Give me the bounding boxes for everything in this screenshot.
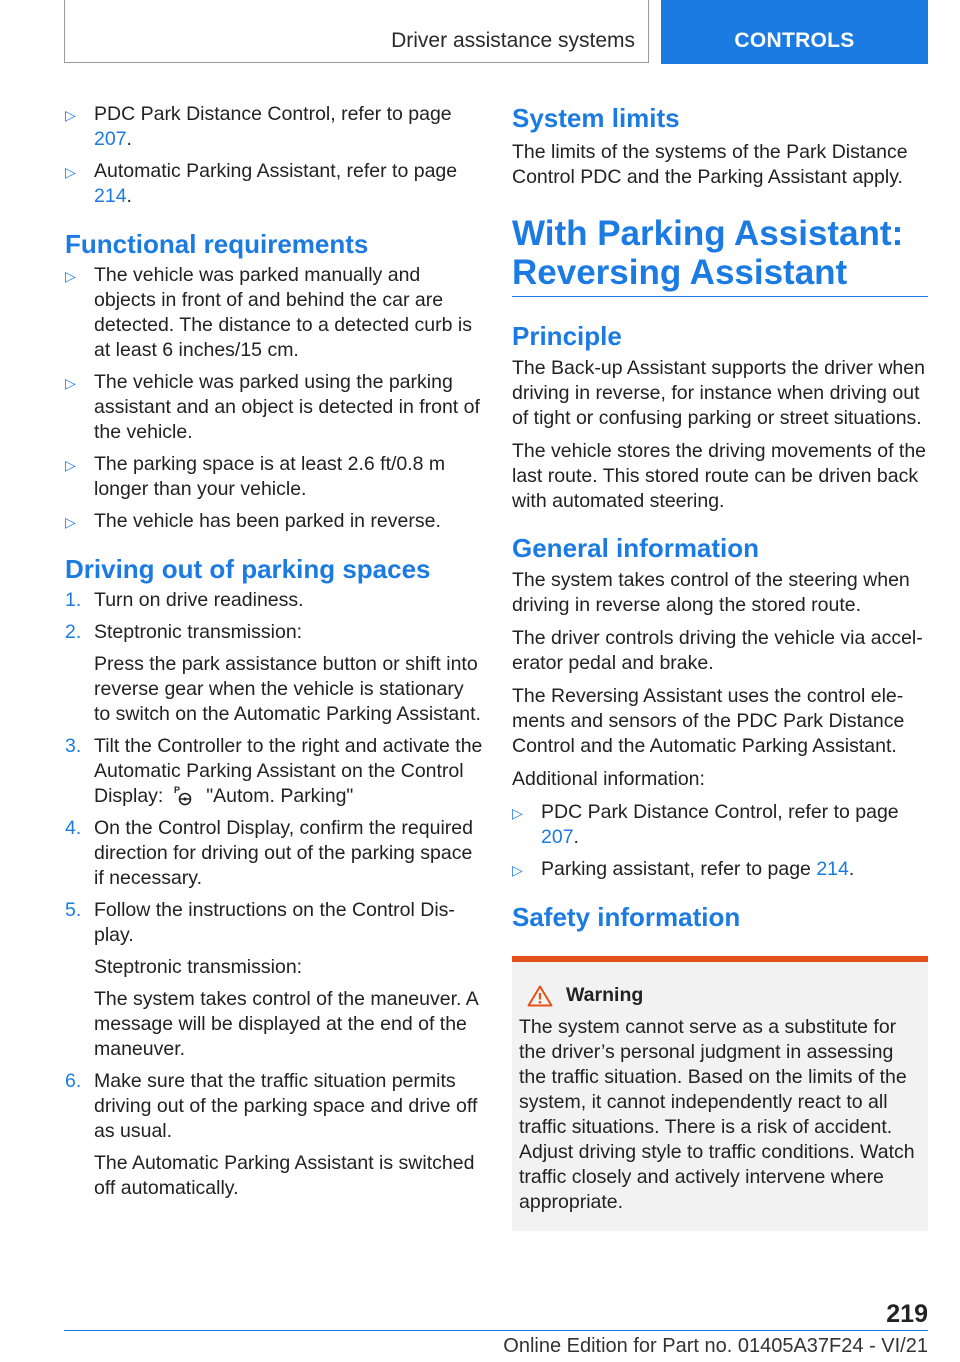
driving-out-steps (65, 588, 483, 1201)
step-item: 2. Steptronic transmission: Press the park assistance button or shift into reverse gear when the vehicle is stationary to switch on the Automatic Parking Assistant. (65, 621, 481, 725)
step-number: 3. (65, 735, 82, 757)
triangle-bullet-icon: ▷ (512, 862, 523, 878)
step-number: 4. (65, 817, 82, 839)
general-paragraph: Additional information: (512, 768, 705, 790)
list-item: ▷ PDC Park Distance Control, refer to page 207. (512, 801, 899, 848)
reversing-assistant-heading: With Parking Assistant: Reversing Assistant (512, 214, 928, 297)
step-number: 1. (65, 589, 82, 611)
triangle-bullet-icon: ▷ (65, 164, 76, 180)
general-information-heading: General information (512, 533, 760, 563)
intro-bullet-list (65, 102, 483, 209)
principle-paragraph: The Back-up Assistant supports the driver when driving in reverse, for instance when driving out of tight or confusing parking or street situations. (512, 357, 925, 429)
warning-box (512, 956, 928, 1231)
safety-information-heading: Safety information (512, 902, 741, 932)
list-item: ▷ Automatic Parking Assistant, refer to page 214. (65, 160, 458, 207)
system-limits-heading: System limits (512, 103, 680, 133)
step-number: 6. (65, 1070, 82, 1092)
warning-label: Warning (566, 984, 644, 1006)
step-item: 1. Turn on drive readiness. (65, 589, 304, 611)
step-number: 2. (65, 621, 82, 643)
triangle-bullet-icon: ▷ (65, 514, 76, 530)
step-number: 5. (65, 899, 82, 921)
edition-footer: Online Edition for Part no. 01405A37F24 - VI/21 (503, 1335, 928, 1357)
principle-paragraph: The vehicle stores the driving movements of the last route. This stored route can be driven back with automated steering. (512, 440, 927, 512)
chapter-tab[interactable]: CONTROLS (661, 0, 928, 64)
system-limits-text: The limits of the systems of the Park Distance Control PDC and the Parking Assistant apply. (512, 141, 908, 188)
menu-item-label: "Autom. Parking" (206, 785, 354, 807)
warning-triangle-icon (527, 985, 553, 1007)
list-item: ▷ The parking space is at least 2.6 ft/0.8 m longer than your vehicle. (65, 453, 446, 500)
section-title: Driver assistance systems (64, 0, 649, 63)
page-link[interactable]: 207 (541, 826, 574, 848)
svg-text:P: P (173, 785, 180, 795)
warning-text: The system cannot serve as a substitute for the driver’s personal judgment in assessing the traffic situation. Based on the limits of the system, it cannot independently react to all traffic situations. There is a risk of accident. Adjust driving style to traffic conditions. Watch traffic closely and actively intervene where appropriate. (519, 1016, 915, 1213)
page-link[interactable]: 207 (94, 128, 127, 150)
page-header (64, 0, 928, 64)
principle-heading: Principle (512, 321, 622, 351)
step-item: 4. On the Control Display, confirm the required direction for driving out of the parking space if necessary. (65, 817, 473, 889)
list-item: ▷ The vehicle was parked using the parking assistant and an object is detected in front of the vehicle. (65, 371, 480, 443)
step-item: 5. Follow the instructions on the Control Display. Steptronic transmission: The system takes control of the maneuver. A message will be displayed at the end of the maneuver. (65, 899, 478, 1060)
triangle-bullet-icon: ▷ (65, 375, 76, 391)
page-number: 219 (886, 1300, 928, 1328)
list-item: ▷ The vehicle has been parked in reverse. (65, 509, 483, 534)
general-paragraph: The system takes control of the steering when driving in reverse along the stored route. (512, 569, 910, 616)
warning-title (519, 984, 922, 1007)
general-paragraph: The driver controls driving the vehicle via accelerator pedal and brake. (512, 627, 923, 674)
triangle-bullet-icon: ▷ (65, 107, 76, 123)
page-link[interactable]: 214 (816, 858, 849, 880)
step-item: 6. Make sure that the traffic situation permits driving out of the parking space and drive off as usual. The Automatic Parking Assistant is switched off automatically. (65, 1070, 478, 1199)
list-item: ▷ PDC Park Distance Control, refer to page 207. (65, 103, 452, 150)
functional-requirements-heading: Functional requirements (65, 229, 369, 259)
parking-assistant-icon (173, 784, 193, 806)
driving-out-heading: Driving out of parking spaces (65, 554, 431, 584)
footer-divider (64, 1330, 928, 1331)
triangle-bullet-icon: ▷ (512, 805, 523, 821)
triangle-bullet-icon: ▷ (65, 268, 76, 284)
triangle-bullet-icon: ▷ (65, 457, 76, 473)
additional-info-list (512, 800, 928, 882)
general-paragraph: The Reversing Assistant uses the control elements and sensors of the PDC Park Distance Control and the Automatic Parking Assistant. (512, 685, 905, 757)
page-link[interactable]: 214 (94, 185, 127, 207)
list-item: ▷ Parking assistant, refer to page 214. (512, 857, 928, 882)
list-item: ▷ The vehicle was parked manually and objects in front of and behind the car are detected. The distance to a detected curb is at least 6 inches/15 cm. (65, 264, 472, 361)
left-column (65, 102, 483, 1208)
step-item: 3. Tilt the Controller to the right and activate the Automatic Parking Assistant on the Control Display: P "Autom. Parking" (65, 735, 483, 807)
functional-requirements-list (65, 263, 483, 534)
right-column (512, 102, 928, 1231)
